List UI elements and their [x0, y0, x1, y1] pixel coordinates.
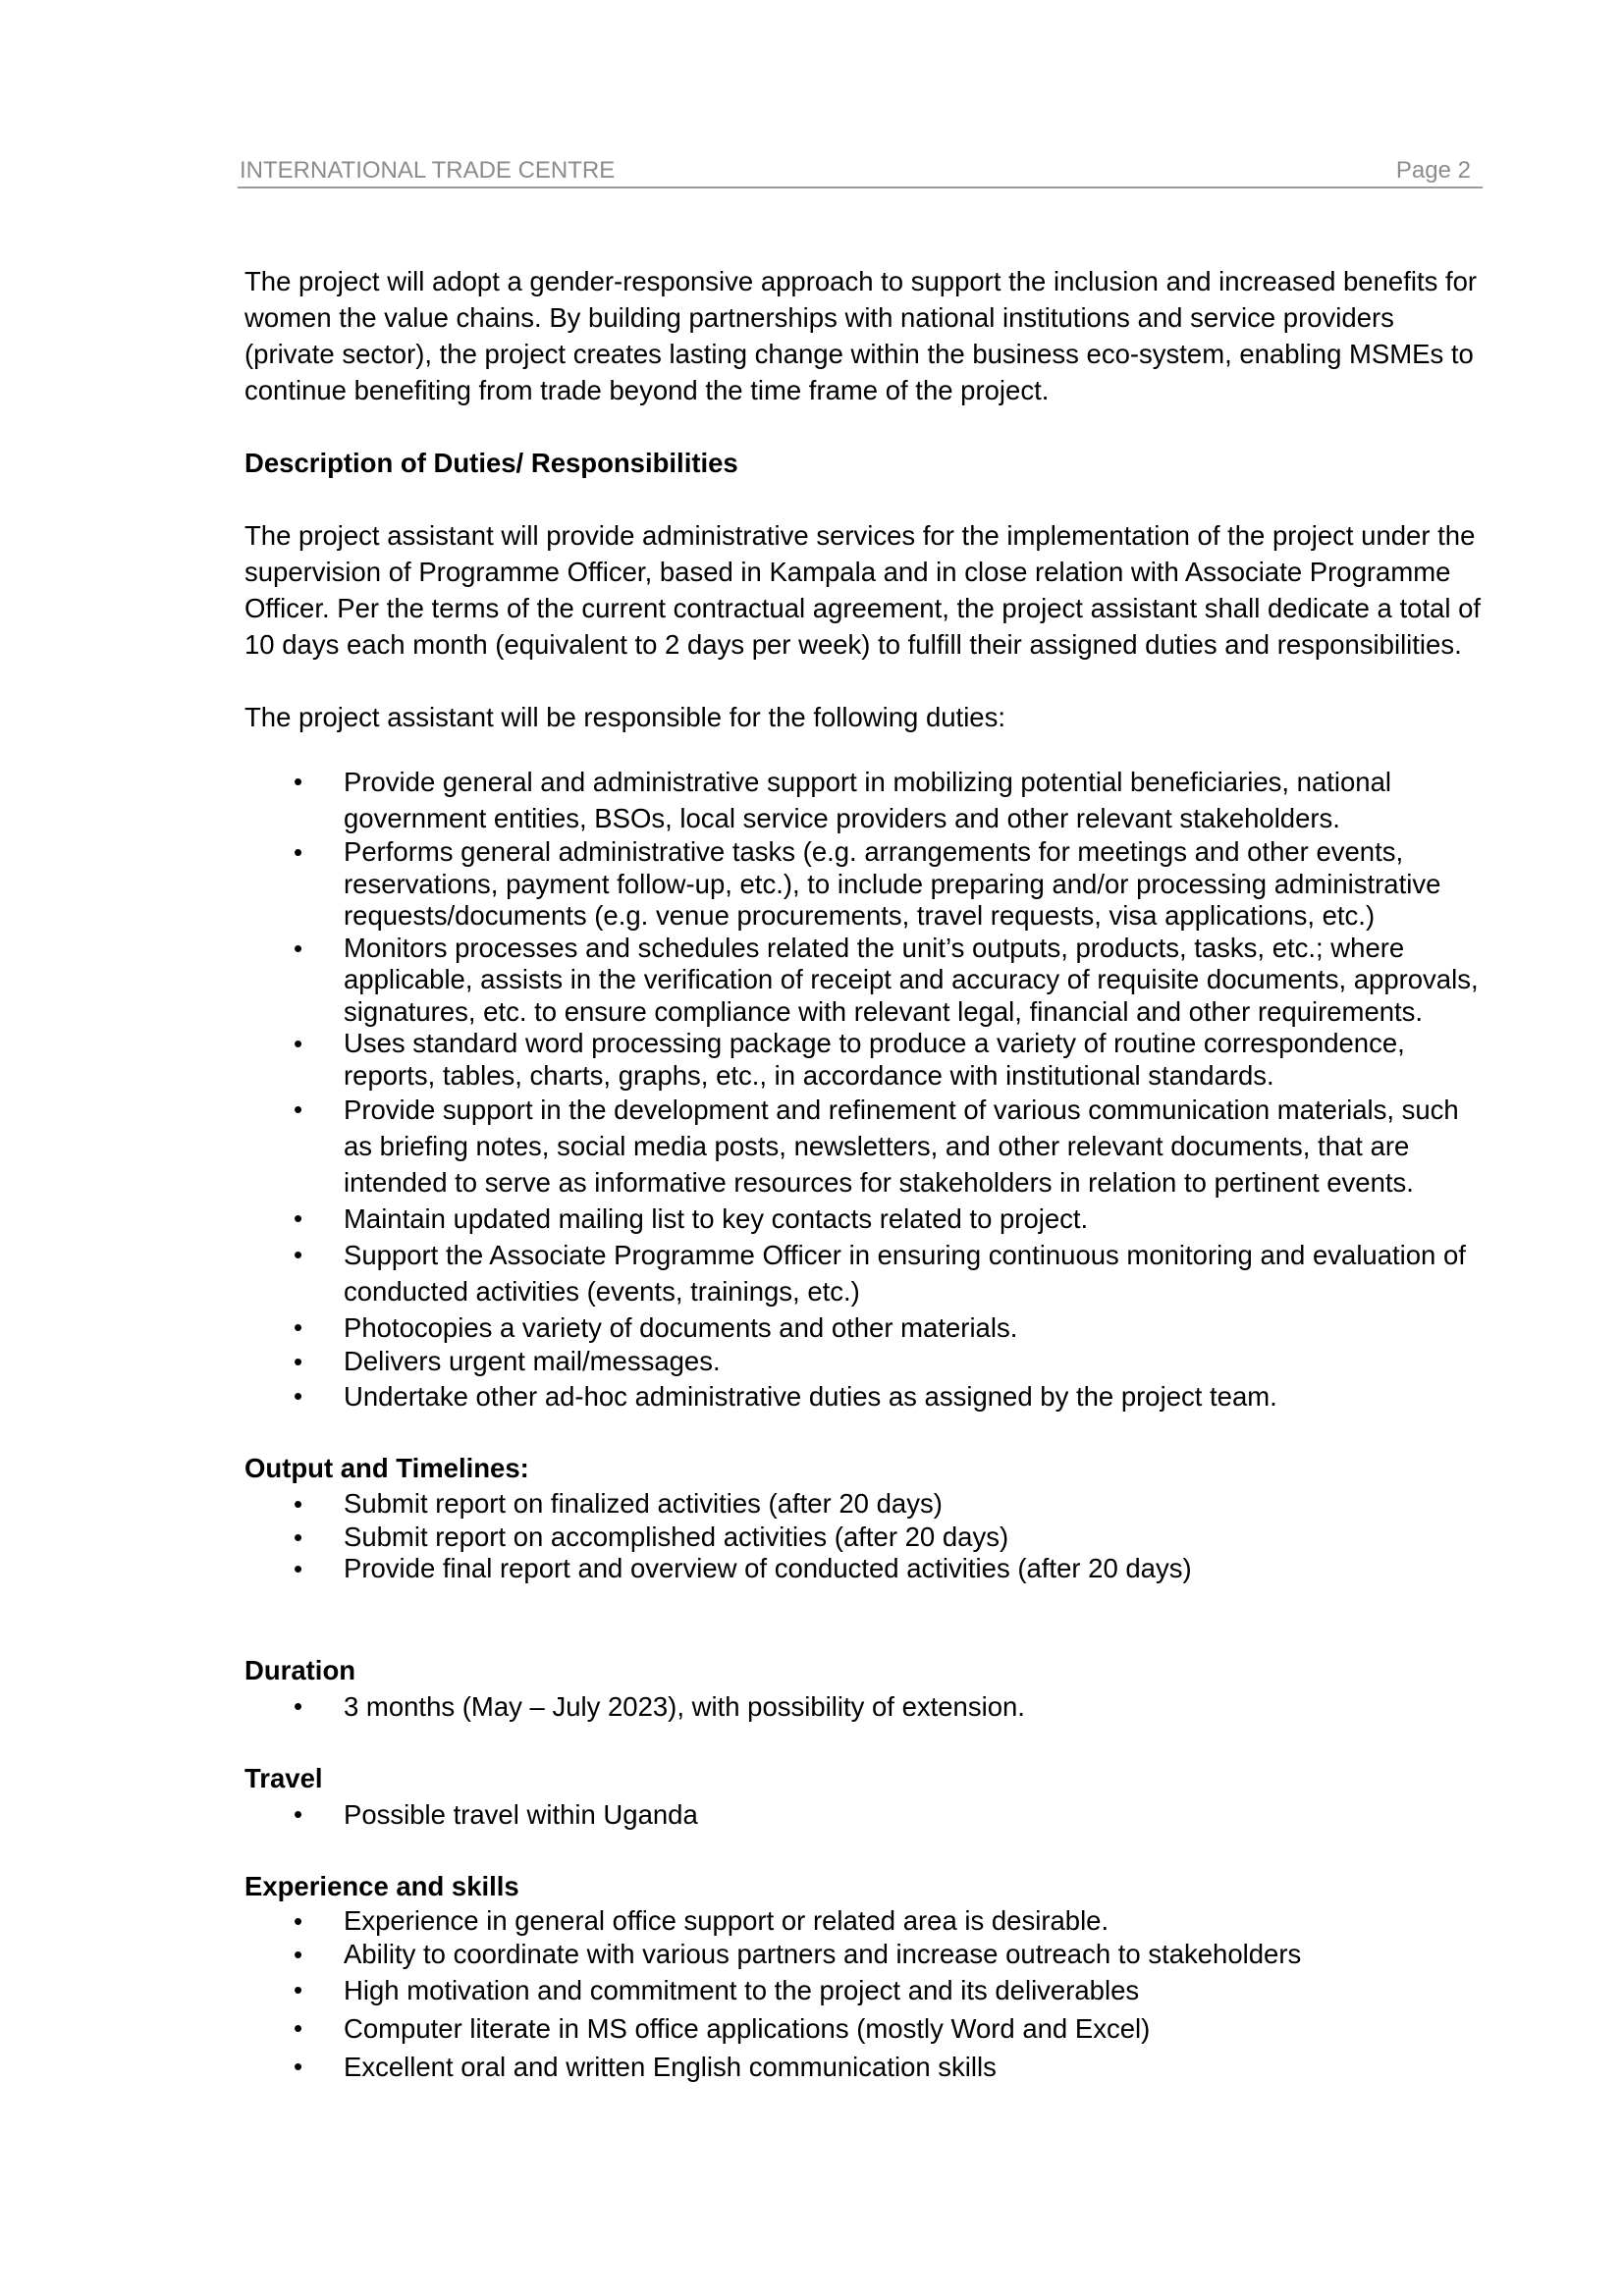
output-list [244, 1486, 1487, 1585]
document-body [244, 263, 1487, 2086]
list-item: • Computer literate in MS office applications (mostly Word and Excel) [244, 2009, 1487, 2048]
header-page-number: Page 2 [1395, 157, 1471, 184]
duties-heading: Description of Duties/ Responsibilities [244, 448, 738, 478]
duties-list-rest [244, 1092, 1487, 1309]
list-item: • Provide general and administrative support in mobilizing potential beneficiaries, national government entities, BSOs, local service providers and other relevant stakeholders. [244, 764, 1487, 836]
list-item: • Submit report on accomplished activities (after 20 days) [244, 1522, 1487, 1554]
travel-list [244, 1796, 1487, 1833]
output-heading: Output and Timelines: [244, 1452, 529, 1483]
list-item: • Experience in general office support or related area is desirable. [244, 1904, 1487, 1938]
list-item: • Provide support in the development and refinement of various communication materials, such as briefing notes, social media posts, newsletters, and other relevant documents, that are intended to serve as informative resources for stakeholders in relation to pertinent events. [244, 1092, 1487, 1201]
list-item: • Delivers urgent mail/messages. [244, 1346, 1487, 1378]
list-item: • Performs general administrative tasks (e.g. arrangements for meetings and other events, reservations, payment follow-up, etc.), to include preparing and/or processing administrative requests/documents (e.g. venue procurements, travel requests, visa applications, etc.) [244, 836, 1487, 933]
page-header [238, 151, 1483, 188]
list-item: • Support the Associate Programme Officer in ensuring continuous monitoring and evaluation of conducted activities (events, trainings, etc.) [244, 1237, 1487, 1309]
list-item: • Uses standard word processing package to produce a variety of routine correspondence, reports, tables, charts, graphs, etc., in accordance with institutional standards. [244, 1028, 1487, 1092]
header-organization: INTERNATIONAL TRADE CENTRE [240, 157, 616, 184]
list-item: • Provide final report and overview of conducted activities (after 20 days) [244, 1553, 1487, 1585]
list-item: • 3 months (May – July 2023), with possibility of extension. [244, 1688, 1487, 1725]
list-item: • Undertake other ad-hoc administrative duties as assigned by the project team. [244, 1378, 1487, 1415]
list-item: • Submit report on finalized activities (after 20 days) [244, 1486, 1487, 1522]
list-item: • Excellent oral and written English communication skills [244, 2048, 1487, 2086]
duties-list-tight [244, 836, 1487, 1092]
duration-heading: Duration [244, 1654, 356, 1685]
list-item: • Photocopies a variety of documents and other materials. [244, 1309, 1487, 1346]
list-item: • High motivation and commitment to the project and its deliverables [244, 1971, 1487, 2009]
duties-list [244, 764, 1487, 836]
duration-list [244, 1688, 1487, 1725]
skills-heading: Experience and skills [244, 1870, 519, 1901]
duties-paragraph: The project assistant will provide administrative services for the implementation of the project under the supervision of Programme Officer, based in Kampala and in close relation with Associate Programme Officer. Per the terms of the current contractual agreement, the project assistant shall dedicate a total of 10 days each month (equivalent to 2 days per week) to fulfill their assigned duties and responsibilities. [244, 520, 1482, 660]
skills-list [244, 1904, 1487, 2086]
travel-heading: Travel [244, 1762, 323, 1793]
list-item: • Monitors processes and schedules related the unit’s outputs, products, tasks, etc.; where applicable, assists in the verification of receipt and accuracy of requisite documents, approvals, signatures, etc. to ensure compliance with relevant legal, financial and other requirements. [244, 933, 1487, 1029]
intro-paragraph: The project will adopt a gender-responsive approach to support the inclusion and increased benefits for women the value chains. By building partnerships with national institutions and service providers (private sector), the project creates lasting change within the business eco-system, enabling MSMEs to continue benefiting from trade beyond the time frame of the project. [244, 266, 1478, 405]
duties-lead: The project assistant will be responsible for the following duties: [244, 702, 1005, 732]
list-item: • Ability to coordinate with various partners and increase outreach to stakeholders [244, 1938, 1487, 1971]
list-item: • Possible travel within Uganda [244, 1796, 1487, 1833]
list-item: • Maintain updated mailing list to key contacts related to project. [244, 1201, 1487, 1237]
duties-list-end [244, 1309, 1487, 1415]
